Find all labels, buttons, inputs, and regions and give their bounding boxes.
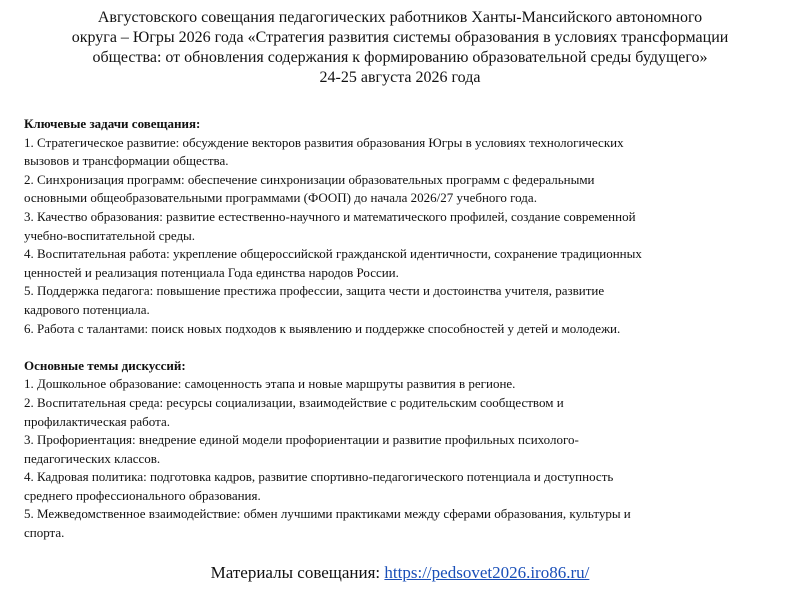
section-spacer: [24, 338, 784, 357]
task-item-line: вызовов и трансформации общества.: [24, 153, 229, 169]
topic-item-line: 1. Дошкольное образование: самоценность этапа и новые маршруты развития в регионе.: [24, 376, 516, 392]
task-item: [24, 171, 784, 208]
task-item-line: 5. Поддержка педагога: повышение престижа профессии, защита чести и достоинства учителя, развитие: [24, 283, 605, 299]
topic-item-line: среднего профессионального образования.: [24, 487, 261, 503]
topic-item: [24, 375, 784, 394]
title-date: 24-25 августа 2026 года: [319, 69, 481, 86]
topic-item: [24, 505, 784, 542]
title-line: округа – Югры 2026 года «Стратегия развития системы образования в условиях трансформации: [71, 29, 729, 46]
task-item-line: учебно-воспитательной среды.: [24, 227, 196, 243]
task-item: [24, 208, 784, 245]
tasks-heading: Ключевые задачи совещания:: [24, 116, 201, 131]
tasks-list: [24, 134, 784, 339]
task-item: [24, 320, 784, 339]
topic-item-line: 3. Профориентация: внедрение единой модели профориентации и развитие профильных психолого-: [24, 432, 579, 448]
document-title: [10, 8, 790, 88]
materials-footer: [0, 562, 800, 584]
materials-link[interactable]: https://pedsovet2026.iro86.ru/: [384, 563, 590, 582]
topic-item-line: спорта.: [24, 525, 65, 541]
task-item-line: 2. Синхронизация программ: обеспечение синхронизации образовательных программ с федеральными: [24, 171, 595, 187]
task-item-line: кадрового потенциала.: [24, 301, 150, 317]
topic-item-line: профилактическая работа.: [24, 413, 170, 429]
topic-item: [24, 468, 784, 505]
task-item: [24, 245, 784, 282]
task-item-line: 3. Качество образования: развитие естественно-научного и математического профилей, создание современной: [24, 208, 636, 224]
materials-label: Материалы совещания:: [210, 563, 385, 582]
document-body: [24, 115, 784, 543]
title-line: Августовского совещания педагогических работников Ханты-Мансийского автономного: [97, 9, 703, 26]
title-line: общества: от обновления содержания к формированию образовательной среды будущего»: [92, 49, 708, 66]
topic-item-line: 2. Воспитательная среда: ресурсы социализации, взаимодействие с родительским сообществом и: [24, 394, 564, 410]
topic-item: [24, 394, 784, 431]
task-item-line: 1. Стратегическое развитие: обсуждение векторов развития образования Югры в условиях технологических: [24, 134, 624, 150]
task-item: [24, 282, 784, 319]
task-item-line: 6. Работа с талантами: поиск новых подходов к выявлению и поддержке способностей у детей и молодежи.: [24, 320, 621, 336]
task-item: [24, 134, 784, 171]
topic-item-line: 4. Кадровая политика: подготовка кадров, развитие спортивно-педагогического потенциала и доступность: [24, 469, 614, 485]
task-item-line: ценностей и реализация потенциала Года единства народов России.: [24, 264, 399, 280]
topics-list: [24, 375, 784, 542]
topic-item-line: 5. Межведомственное взаимодействие: обмен лучшими практиками между сферами образования, культуры и: [24, 506, 631, 522]
topic-item-line: педагогических классов.: [24, 450, 161, 466]
task-item-line: основными общеобразовательными программами (ФООП) до начала 2026/27 учебного года.: [24, 190, 537, 206]
topics-heading: Основные темы дискуссий:: [24, 357, 186, 373]
task-item-line: 4. Воспитательная работа: укрепление общероссийской гражданской идентичности, сохранение традиционных: [24, 246, 642, 262]
topic-item: [24, 431, 784, 468]
